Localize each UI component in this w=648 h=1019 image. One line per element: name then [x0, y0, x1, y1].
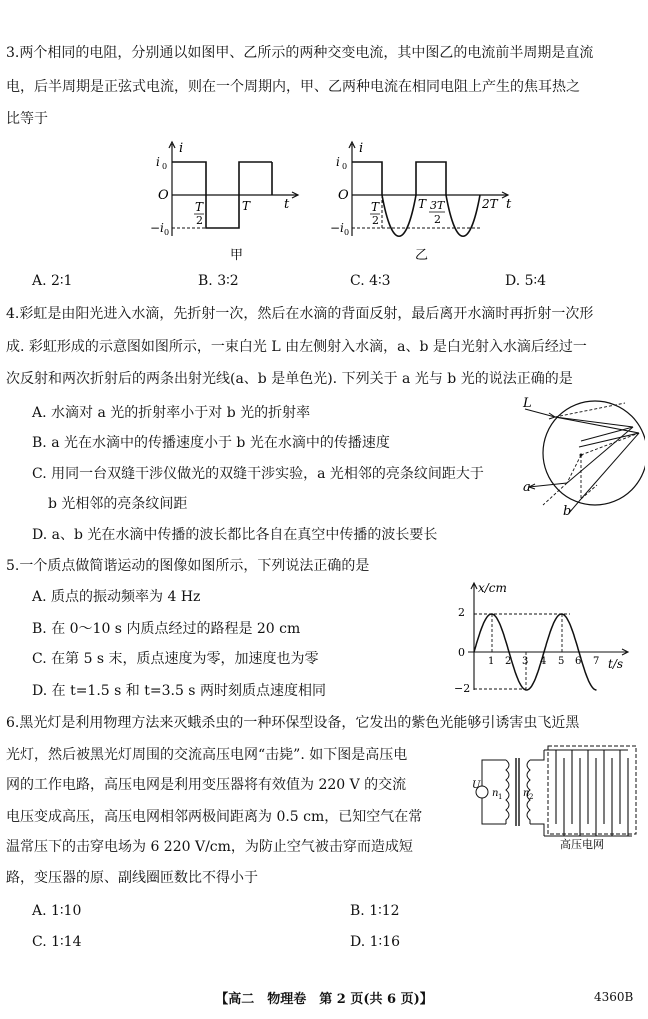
q4-option-a[interactable]: A. 水滴对 a 光的折射率小于对 b 光的折射率 — [32, 405, 311, 421]
q3-line-1: 3.两个相同的电阻，分别通以如图甲、乙所示的两种交变电流，其中图乙的电流前半周期是直流 — [6, 45, 594, 61]
q3-option-a[interactable]: A. 2∶1 — [32, 273, 73, 289]
label-L: L — [523, 396, 532, 411]
jia-x-label: t — [284, 197, 290, 212]
svg-text:2: 2 — [529, 793, 534, 801]
yi-sine-2 — [446, 195, 480, 236]
svg-text:T: T — [418, 197, 427, 211]
jia-y-label: i — [179, 141, 184, 156]
q6-line-1: 6.黑光灯是利用物理方法来灭蛾杀虫的一种环保型设备，它发出的紫色光能够引诱害虫飞近黑 — [6, 715, 580, 731]
svg-text:O: O — [338, 188, 349, 203]
svg-text:0: 0 — [162, 162, 168, 171]
q3-line-3: 比等于 — [6, 111, 48, 127]
q5-option-b[interactable]: B. 在 0～10 s 内质点经过的路程是 20 cm — [32, 621, 301, 637]
q4-line-3: 次反射和两次折射后的两条出射光线(a、b 是单色光). 下列关于 a 光与 b 光的说法正确的是 — [6, 371, 573, 387]
svg-text:0: 0 — [344, 228, 350, 237]
svg-text:−2: −2 — [454, 682, 471, 695]
q6-option-a[interactable]: A. 1∶10 — [32, 903, 82, 919]
q6-circuit-figure — [468, 740, 646, 852]
hv-grid-caption: 高压电网 — [560, 838, 604, 851]
svg-text:2: 2 — [196, 214, 203, 227]
q3-option-c[interactable]: C. 4∶3 — [350, 273, 391, 289]
q4-line-1: 4.彩虹是由阳光进入水滴，先折射一次，然后在水滴的背面反射，最后离开水滴时再折射一次形 — [6, 306, 594, 322]
q3-option-b[interactable]: B. 3∶2 — [198, 273, 239, 289]
q4-option-d[interactable]: D. a、b 光在水滴中传播的波长都比各自在真空中传播的波长要长 — [32, 527, 438, 543]
svg-text:2: 2 — [372, 214, 379, 227]
page-footer: 【高二 物理卷 第 2 页(共 6 页)】 — [215, 992, 433, 1007]
svg-text:t: t — [506, 197, 512, 212]
svg-text:n: n — [492, 788, 499, 799]
q5-option-c[interactable]: C. 在第 5 s 末，质点速度为零，加速度也为零 — [32, 651, 319, 667]
svg-text:5: 5 — [558, 656, 565, 667]
svg-text:3: 3 — [522, 656, 529, 667]
q3-line-2: 电，后半周期是正弦式电流，则在一个周期内，甲、乙两种电流在相同电阻上产生的焦耳热之 — [6, 79, 580, 95]
q4-raindrop-figure — [515, 395, 645, 517]
yi-sine-1 — [382, 195, 416, 236]
q6-line-2: 光灯，然后被黑光灯周围的交流高压电网“击毙”. 如下图是高压电 — [6, 747, 408, 763]
paper-code: 4360B — [594, 990, 634, 1004]
q6-line-6: 路，变压器的原、副线圈匝数比不得小于 — [6, 870, 258, 886]
svg-text:1: 1 — [488, 656, 495, 667]
svg-text:1: 1 — [498, 793, 503, 801]
q6-option-c[interactable]: C. 1∶14 — [32, 934, 82, 950]
primary-coil — [506, 760, 509, 824]
label-U: U — [472, 780, 481, 791]
q4-line-2: 成. 彩虹形成的示意图如图所示，一束白光 L 由左侧射入水滴，a、b 是白光射入水滴后经过一 — [6, 339, 587, 355]
label-b: b — [563, 504, 572, 517]
q5-option-d[interactable]: D. 在 t=1.5 s 和 t=3.5 s 两时刻质点速度相同 — [32, 683, 326, 699]
q6-line-4: 电压变成高压，高压电网相邻两极间距离为 0.5 cm，已知空气在常 — [6, 809, 423, 825]
shm-x-label: t/s — [608, 657, 624, 671]
water-drop — [543, 401, 645, 505]
jia-caption: 甲 — [230, 248, 244, 263]
svg-text:T: T — [242, 199, 251, 213]
q6-line-3: 网的工作电路，高压电网是利用变压器将有效值为 220 V 的交流 — [6, 777, 407, 793]
label-a: a — [523, 480, 531, 495]
q3-figure-jia — [150, 140, 310, 265]
svg-text:T: T — [195, 200, 204, 214]
q6-option-b[interactable]: B. 1∶12 — [350, 903, 400, 919]
svg-text:i: i — [156, 155, 160, 169]
svg-text:−i: −i — [150, 221, 164, 235]
q6-line-5: 温常压下的击穿电场为 6 220 V/cm，为防止空气被击穿而造成短 — [6, 839, 413, 855]
hv-grid-box — [548, 746, 636, 834]
shm-y-label: x/cm — [478, 581, 507, 595]
q3-option-d[interactable]: D. 5∶4 — [505, 273, 547, 289]
svg-text:n: n — [523, 788, 530, 799]
svg-text:i: i — [336, 155, 340, 169]
hv-grid-electrodes — [544, 750, 632, 836]
q5-line-1: 5.一个质点做简谐运动的图像如图所示，下列说法正确的是 — [6, 558, 370, 574]
q5-shm-graph — [450, 578, 645, 698]
svg-text:2: 2 — [505, 656, 512, 667]
q4-option-c[interactable]: C. 用同一台双缝干涉仪做光的双缝干涉实验，a 光相邻的亮条纹间距大于 — [32, 466, 484, 482]
svg-text:0: 0 — [458, 646, 465, 659]
svg-text:2: 2 — [458, 606, 465, 619]
jia-origin: O — [158, 188, 169, 203]
q4-option-c-cont: b 光相邻的亮条纹间距 — [48, 496, 188, 512]
svg-text:4: 4 — [540, 656, 547, 667]
q5-option-a[interactable]: A. 质点的振动频率为 4 Hz — [32, 589, 201, 605]
svg-text:3T: 3T — [430, 199, 445, 212]
yi-caption: 乙 — [415, 248, 429, 263]
svg-text:2T: 2T — [482, 197, 498, 211]
svg-text:T: T — [371, 200, 380, 214]
svg-text:i: i — [359, 141, 364, 156]
svg-text:2: 2 — [434, 213, 441, 226]
q6-option-d[interactable]: D. 1∶16 — [350, 934, 400, 950]
q3-figure-yi — [330, 140, 515, 265]
q4-option-b[interactable]: B. a 光在水滴中的传播速度小于 b 光在水滴中的传播速度 — [32, 435, 390, 451]
svg-text:7: 7 — [593, 656, 600, 667]
svg-text:6: 6 — [575, 656, 582, 667]
svg-text:0: 0 — [342, 162, 348, 171]
svg-text:0: 0 — [164, 228, 170, 237]
svg-text:−i: −i — [330, 221, 344, 235]
